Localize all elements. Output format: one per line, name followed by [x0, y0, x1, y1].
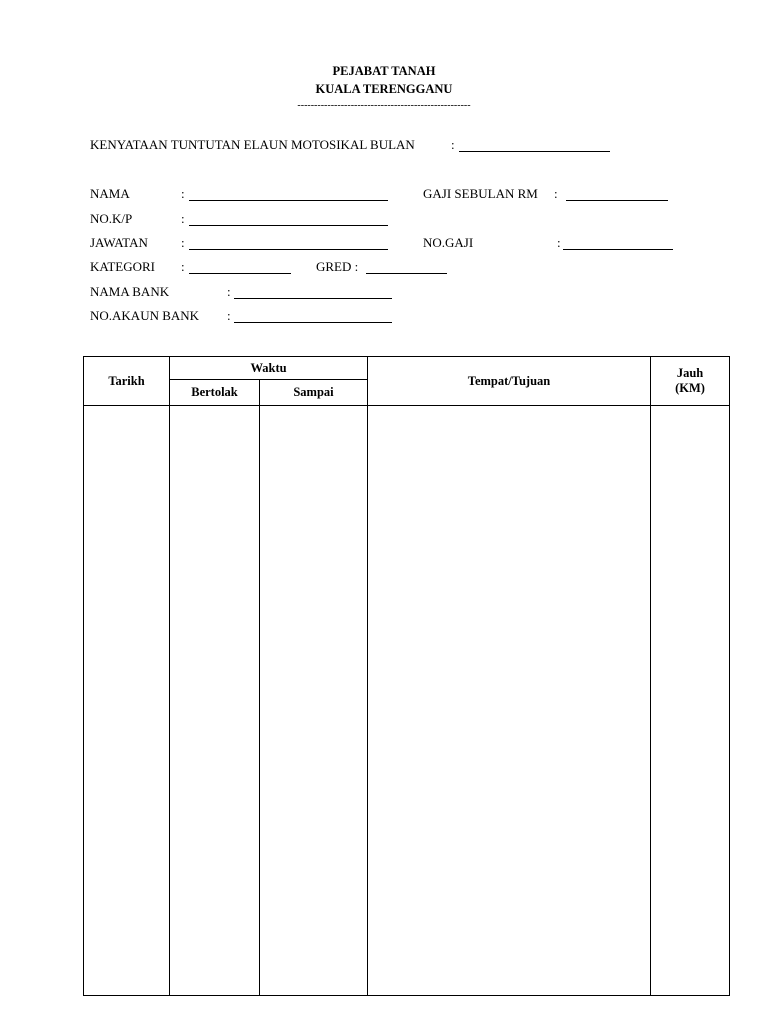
- nokp-field[interactable]: [189, 225, 388, 226]
- jawatan-colon: :: [181, 235, 185, 250]
- nokp-label: NO.K/P: [90, 211, 133, 226]
- tarikh-column-cell[interactable]: [84, 406, 170, 996]
- month-field[interactable]: [459, 151, 610, 152]
- header-sampai: Sampai: [260, 380, 368, 406]
- header-bertolak: Bertolak: [170, 380, 260, 406]
- header-jauh-line1: Jauh: [676, 366, 704, 381]
- jauh-column-cell[interactable]: [651, 406, 730, 996]
- kategori-field[interactable]: [189, 273, 291, 274]
- gaji-sebulan-label: GAJI SEBULAN RM: [423, 186, 538, 201]
- nama-field[interactable]: [189, 200, 388, 201]
- tempat-column-cell[interactable]: [368, 406, 651, 996]
- office-title: PEJABAT TANAH: [332, 64, 436, 78]
- kategori-label: KATEGORI: [90, 259, 155, 274]
- nokp-colon: :: [181, 211, 185, 226]
- header-divider: ----------------------------------------------------: [297, 100, 471, 111]
- statement-label: KENYATAAN TUNTUTAN ELAUN MOTOSIKAL BULAN: [90, 137, 415, 152]
- nama-bank-colon: :: [227, 284, 231, 299]
- no-gaji-label: NO.GAJI: [423, 235, 474, 250]
- jawatan-field[interactable]: [189, 249, 388, 250]
- header-waktu: Waktu: [170, 357, 368, 380]
- statement-colon: :: [451, 137, 455, 152]
- header-jauh-line2: (KM): [675, 381, 705, 396]
- nama-bank-field[interactable]: [234, 298, 392, 299]
- header-tempat-tujuan: Tempat/Tujuan: [368, 357, 651, 406]
- kategori-colon: :: [181, 259, 185, 274]
- jawatan-label: JAWATAN: [90, 235, 148, 250]
- no-akaun-bank-label: NO.AKAUN BANK: [90, 308, 200, 323]
- header-jauh: [651, 357, 730, 406]
- no-gaji-colon: :: [557, 235, 561, 250]
- gaji-sebulan-field[interactable]: [566, 200, 668, 201]
- no-gaji-field[interactable]: [563, 249, 673, 250]
- nama-colon: :: [181, 186, 185, 201]
- gaji-sebulan-colon: :: [554, 186, 558, 201]
- bertolak-column-cell[interactable]: [170, 406, 260, 996]
- claims-table: [83, 356, 730, 996]
- nama-label: NAMA: [90, 186, 130, 201]
- no-akaun-bank-colon: :: [227, 308, 231, 323]
- no-akaun-bank-field[interactable]: [234, 322, 392, 323]
- nama-bank-label: NAMA BANK: [90, 284, 170, 299]
- sampai-column-cell[interactable]: [260, 406, 368, 996]
- office-location: KUALA TERENGGANU: [315, 82, 453, 96]
- gred-field[interactable]: [366, 273, 447, 274]
- gred-label: GRED :: [316, 259, 359, 274]
- header-tarikh: Tarikh: [84, 357, 170, 406]
